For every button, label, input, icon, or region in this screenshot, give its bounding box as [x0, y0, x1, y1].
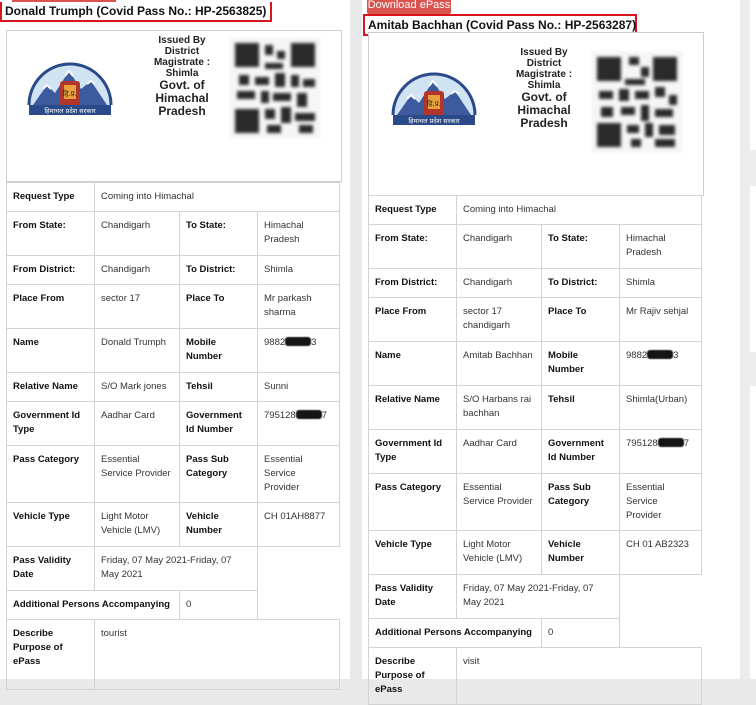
himachal-emblem-logo — [23, 49, 117, 129]
right-pass-details-table — [368, 195, 702, 705]
field-label: Relative Name — [7, 373, 95, 402]
emblem-caption: हिमाचल प्रदेश सरकार — [408, 117, 460, 125]
field-label: Place From — [7, 285, 95, 329]
table-row — [7, 620, 340, 690]
field-label: From District: — [7, 256, 95, 285]
table-row — [7, 373, 340, 402]
table-row — [7, 503, 340, 547]
table-row — [369, 474, 702, 531]
field-label: Tehsil — [542, 386, 620, 430]
field-value: 0 — [542, 619, 620, 648]
left-pass-title: Donald Trumph (Covid Pass No.: HP-2563825) — [0, 2, 272, 22]
field-label: To District: — [542, 269, 620, 298]
field-label: Pass Sub Category — [180, 446, 258, 503]
table-row — [369, 575, 702, 619]
field-value: visit — [457, 648, 702, 705]
field-label: Request Type — [369, 196, 457, 225]
field-value: Essential Service Provider — [95, 446, 180, 503]
emblem-text: हि.प्र. — [63, 90, 77, 98]
field-label: Name — [369, 342, 457, 386]
field-label: Pass Validity Date — [369, 575, 457, 619]
field-label: Government Id Number — [180, 402, 258, 446]
field-value: S/O Harbans rai bachhan — [457, 386, 542, 430]
field-label: Vehicle Number — [542, 531, 620, 575]
table-row — [7, 446, 340, 503]
field-label: Relative Name — [369, 386, 457, 430]
table-row — [369, 619, 702, 648]
qr-code — [229, 37, 321, 139]
field-value: Chandigarh — [457, 269, 542, 298]
field-value: S/O Mark jones — [95, 373, 180, 402]
field-value — [620, 619, 702, 648]
field-label: Request Type — [7, 183, 95, 212]
field-label: Pass Category — [7, 446, 95, 503]
field-value — [258, 591, 340, 620]
field-label: Pass Validity Date — [7, 547, 95, 591]
field-value: Aadhar Card — [457, 430, 542, 474]
field-label: Describe Purpose of ePass — [369, 648, 457, 705]
field-label: Pass Sub Category — [542, 474, 620, 531]
field-value: Aadhar Card — [95, 402, 180, 446]
field-value: Light Motor Vehicle (LMV) — [95, 503, 180, 547]
field-value: Donald Trumph — [95, 329, 180, 373]
field-value: Sunni — [258, 373, 340, 402]
field-label: To State: — [180, 212, 258, 256]
field-value: sector 17 — [95, 285, 180, 329]
field-value: 9882 3 — [620, 342, 702, 386]
download-epass-button[interactable]: Download ePass — [367, 0, 451, 14]
field-value: Coming into Himachal — [457, 196, 702, 225]
table-row — [369, 342, 702, 386]
field-label: Pass Category — [369, 474, 457, 531]
field-value: Chandigarh — [95, 212, 180, 256]
table-row — [369, 386, 702, 430]
emblem-caption: हिमाचल प्रदेश सरकार — [44, 107, 96, 115]
field-value: Shimla(Urban) — [620, 386, 702, 430]
table-row — [369, 225, 702, 269]
table-row — [7, 183, 340, 212]
field-value: Himachal Pradesh — [258, 212, 340, 256]
field-label: Additional Persons Accompanying — [7, 591, 180, 620]
field-label: Government Id Type — [369, 430, 457, 474]
field-value: Shimla — [620, 269, 702, 298]
right-pass-title: Amitab Bachhan (Covid Pass No.: HP-2563287) — [363, 14, 637, 36]
field-label: Vehicle Number — [180, 503, 258, 547]
field-value: 9882 3 — [258, 329, 340, 373]
field-value: Essential Service Provider — [620, 474, 702, 531]
table-row — [7, 212, 340, 256]
table-row — [369, 298, 702, 342]
field-label: Vehicle Type — [7, 503, 95, 547]
field-value: Light Motor Vehicle (LMV) — [457, 531, 542, 575]
table-row — [369, 196, 702, 225]
left-pass-header-card — [6, 30, 342, 182]
field-label: Place To — [180, 285, 258, 329]
field-label: Government Id Number — [542, 430, 620, 474]
qr-code — [591, 51, 683, 153]
field-label: To District: — [180, 256, 258, 285]
table-row — [369, 269, 702, 298]
field-value: Essential Service Provider — [258, 446, 340, 503]
issued-by-block: Issued By District Magistrate : Shimla Govt. of Himachal Pradesh — [153, 35, 211, 118]
left-pass-details-table — [6, 182, 340, 690]
field-label: Tehsil — [180, 373, 258, 402]
field-value: Amitab Bachhan — [457, 342, 542, 386]
next-column-card — [750, 186, 756, 352]
table-row — [369, 531, 702, 575]
redaction-mark — [647, 350, 673, 359]
field-label: From State: — [369, 225, 457, 269]
field-value: Friday, 07 May 2021-Friday, 07 May 2021 — [457, 575, 620, 619]
field-label: Describe Purpose of ePass — [7, 620, 95, 690]
table-row — [7, 256, 340, 285]
field-value — [620, 575, 702, 619]
field-label: Mobile Number — [542, 342, 620, 386]
table-row — [7, 547, 340, 591]
field-value: 795128 7 — [258, 402, 340, 446]
next-column-card — [750, 386, 756, 679]
table-row — [369, 648, 702, 705]
field-label: Mobile Number — [180, 329, 258, 373]
redaction-mark — [296, 410, 322, 419]
field-value: Shimla — [258, 256, 340, 285]
table-row — [7, 285, 340, 329]
field-value: sector 17 chandigarh — [457, 298, 542, 342]
field-label: Place To — [542, 298, 620, 342]
table-row — [7, 591, 340, 620]
emblem-text: हि.प्र. — [427, 100, 441, 108]
field-label: To State: — [542, 225, 620, 269]
field-value: Chandigarh — [457, 225, 542, 269]
field-value: Chandigarh — [95, 256, 180, 285]
table-row — [369, 430, 702, 474]
field-value: Mr Rajiv sehjal — [620, 298, 702, 342]
field-label: From State: — [7, 212, 95, 256]
field-value: Coming into Himachal — [95, 183, 340, 212]
field-value: Mr parkash sharma — [258, 285, 340, 329]
field-label: Government Id Type — [7, 402, 95, 446]
field-value: CH 01AH8877 — [258, 503, 340, 547]
table-row — [7, 402, 340, 446]
field-value: 0 — [180, 591, 258, 620]
field-value — [258, 547, 340, 591]
right-pass-header-card — [368, 32, 704, 196]
issued-by-block: Issued By District Magistrate : Shimla Govt. of Himachal Pradesh — [515, 47, 573, 130]
redaction-mark — [658, 438, 684, 447]
field-value: Himachal Pradesh — [620, 225, 702, 269]
field-label: Vehicle Type — [369, 531, 457, 575]
field-value: Essential Service Provider — [457, 474, 542, 531]
field-value: tourist — [95, 620, 340, 690]
field-label: From District: — [369, 269, 457, 298]
field-label: Additional Persons Accompanying — [369, 619, 542, 648]
redaction-mark — [285, 337, 311, 346]
table-row — [7, 329, 340, 373]
field-value: CH 01 AB2323 — [620, 531, 702, 575]
field-value: 795128 7 — [620, 430, 702, 474]
field-value: Friday, 07 May 2021-Friday, 07 May 2021 — [95, 547, 258, 591]
next-column-card — [750, 0, 756, 150]
himachal-emblem-logo — [387, 59, 481, 139]
field-label: Name — [7, 329, 95, 373]
field-label: Place From — [369, 298, 457, 342]
